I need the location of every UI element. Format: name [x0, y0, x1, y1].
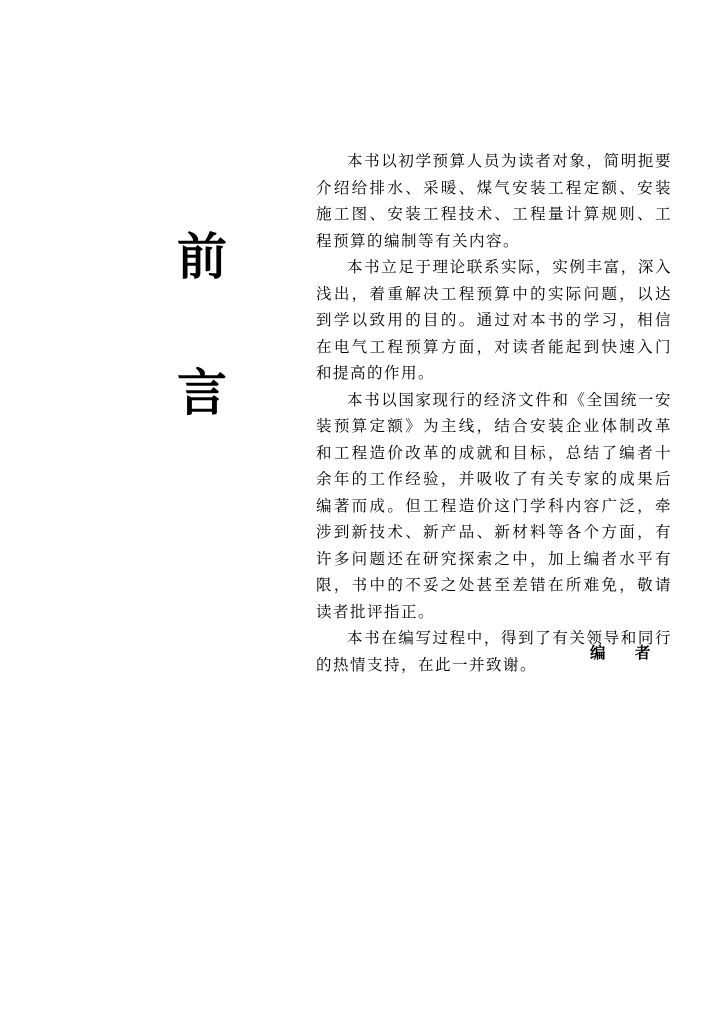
paragraph-4: 本书在编写过程中，得到了有关领导和同行的热情支持，在此一并致谢。 — [316, 629, 672, 674]
preface-body — [316, 148, 672, 678]
author-signature: 编 者 — [590, 643, 663, 662]
title-char-qian: 前 — [177, 228, 227, 286]
paragraph-2: 本书立足于理论联系实际，实例丰富，深入浅出，着重解决工程预算中的实际问题，以达到学以致用的目的。通过对本书的学习，相信在电气工程预算方面，对读者能起到快速入门和提高的作用。 — [316, 258, 672, 382]
paragraph-1: 本书以初学预算人员为读者对象，简明扼要介绍给排水、采暖、煤气安装工程定额、安装施工图、安装工程技术、工程量计算规则、工程预算的编制等有关内容。 — [316, 152, 672, 250]
paragraph-3: 本书以国家现行的经济文件和《全国统一安装预算定额》为主线，结合安装企业体制改革和工程造价改革的成就和目标，总结了编者十余年的工作经验，并吸收了有关专家的成果后编著而成。但工程造价这门学科内容广泛，牵涉到新技术、新产品、新材料等各个方面，有许多问题还在研究探索之中，加上编者水平有限，书中的不妥之处甚至差错在所难免，敬请读者批评指正。 — [316, 390, 672, 621]
title-char-yan: 言 — [177, 364, 227, 422]
